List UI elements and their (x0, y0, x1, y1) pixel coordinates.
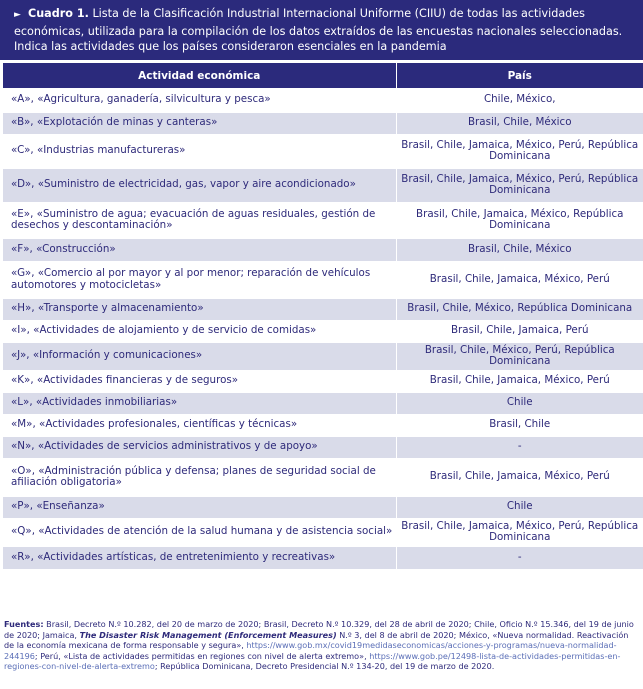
table-row (3, 298, 643, 320)
activity-cell: «A», «Agricultura, ganadería, silvicultura y pesca» (3, 88, 396, 112)
activity-cell: «D», «Suministro de electricidad, gas, vapor y aire acondicionado» (3, 168, 396, 202)
country-cell: Brasil, Chile, Jamaica, México, Perú, República Dominicana (396, 134, 643, 168)
country-cell: Brasil, Chile, México (396, 112, 643, 134)
country-cell: Brasil, Chile, Jamaica, México, Perú (396, 370, 643, 392)
sources-text-2: N.º 3, del 8 de abril de 2020; México, «Nueva normalidad. Reactivación de la economía mexicana de forma responsable y segura», (4, 629, 629, 651)
activity-cell: «N», «Actividades de servicios administrativos y de apoyo» (3, 436, 396, 458)
activity-cell: «F», «Construcción» (3, 238, 396, 261)
country-cell: Brasil, Chile, Jamaica, México, República Dominicana (396, 202, 643, 238)
country-cell: Brasil, Chile, Jamaica, Perú (396, 320, 643, 342)
table-row (3, 168, 643, 202)
caption-label: Cuadro 1. (28, 7, 89, 20)
table-body (3, 88, 643, 569)
country-cell: Brasil, Chile, Jamaica, México, Perú, República Dominicana (396, 168, 643, 202)
country-cell: Chile (396, 496, 643, 518)
country-cell: Brasil, Chile, Jamaica, México, Perú, República Dominicana (396, 518, 643, 546)
triangle-bullet-icon: ► (14, 10, 21, 20)
sources-note (4, 619, 640, 672)
country-cell: Brasil, Chile, México, República Dominicana (396, 298, 643, 320)
country-cell: Chile (396, 392, 643, 414)
sources-text-4: ; República Dominicana, Decreto Presidencial N.º 134-20, del 19 de marzo de 2020. (154, 661, 495, 672)
caption-title: Lista de la Clasificación Industrial Internacional Uniforme (CIIU) de todas las actividades económicas, utilizada para la compilación de los datos extraídos de las encuestas nacionales seleccionadas. Indica las actividades que los países consideraron esenciales en la pandemia (14, 7, 623, 53)
activity-cell: «C», «Industrias manufactureras» (3, 134, 396, 168)
table-row (3, 458, 643, 496)
activity-cell: «O», «Administración pública y defensa; planes de seguridad social de afiliación obligatoria» (3, 458, 396, 496)
country-cell: Brasil, Chile, México (396, 238, 643, 261)
sources-label: Fuentes: (4, 619, 44, 629)
activity-cell: «J», «Información y comunicaciones» (3, 342, 396, 370)
table-row (3, 414, 643, 436)
table-row (3, 238, 643, 261)
table-row (3, 112, 643, 134)
activity-cell: «M», «Actividades profesionales, científicas y técnicas» (3, 414, 396, 436)
country-cell: Brasil, Chile, México, Perú, República Dominicana (396, 342, 643, 370)
country-cell: Brasil, Chile (396, 414, 643, 436)
activity-cell: «I», «Actividades de alojamiento y de servicio de comidas» (3, 320, 396, 342)
activity-cell: «L», «Actividades inmobiliarias» (3, 392, 396, 414)
activities-table (3, 63, 643, 570)
activity-cell: «R», «Actividades artísticas, de entretenimiento y recreativas» (3, 546, 396, 569)
table-row (3, 370, 643, 392)
sources-link-mexico[interactable]: https://www.gob.mx/covid19medidaseconomicas/acciones-y-programas/nueva-normalidad-244196 (4, 640, 617, 661)
table-row (3, 261, 643, 298)
table-row (3, 392, 643, 414)
country-cell: Brasil, Chile, Jamaica, México, Perú (396, 458, 643, 496)
sources-text-3: ; Perú, «Lista de actividades permitidas en regiones con nivel de alerta extremo», (34, 650, 370, 661)
table-row (3, 342, 643, 370)
table-caption-banner (0, 0, 643, 60)
table-header-row (3, 63, 643, 88)
table-row (3, 88, 643, 112)
sources-link-peru[interactable]: https://www.gob.pe/12498-lista-de-actividades-permitidas-en-regiones-con-nivel-de-alerta-extremo (4, 650, 621, 672)
activity-cell: «K», «Actividades financieras y de seguros» (3, 370, 396, 392)
country-cell: - (396, 546, 643, 569)
country-cell: Chile, México, (396, 88, 643, 112)
activity-cell: «G», «Comercio al por mayor y al por menor; reparación de vehículos automotores y motocicletas» (3, 261, 396, 298)
activity-cell: «E», «Suministro de agua; evacuación de aguas residuales, gestión de desechos y descontaminación» (3, 202, 396, 238)
table-row (3, 496, 643, 518)
table-row (3, 518, 643, 546)
activity-cell: «P», «Enseñanza» (3, 496, 396, 518)
country-cell: Brasil, Chile, Jamaica, México, Perú (396, 261, 643, 298)
sources-title-italic: The Disaster Risk Management (Enforcement Measures) (79, 629, 337, 640)
column-header-activity: Actividad económica (3, 63, 396, 88)
table-row (3, 202, 643, 238)
sources-text-1: Brasil, Decreto N.º 10.282, del 20 de marzo de 2020; Brasil, Decreto N.º 10.329, del 28 de abril de 2020; Chile, Oficio N.º 15.346, del 19 de junio de 2020; Jamaica, (4, 619, 634, 640)
table-row (3, 436, 643, 458)
table-row (3, 320, 643, 342)
table-row (3, 134, 643, 168)
activity-cell: «B», «Explotación de minas y canteras» (3, 112, 396, 134)
activity-cell: «H», «Transporte y almacenamiento» (3, 298, 396, 320)
table-row (3, 546, 643, 569)
country-cell: - (396, 436, 643, 458)
activity-cell: «Q», «Actividades de atención de la salud humana y de asistencia social» (3, 518, 396, 546)
column-header-country: País (396, 63, 643, 88)
